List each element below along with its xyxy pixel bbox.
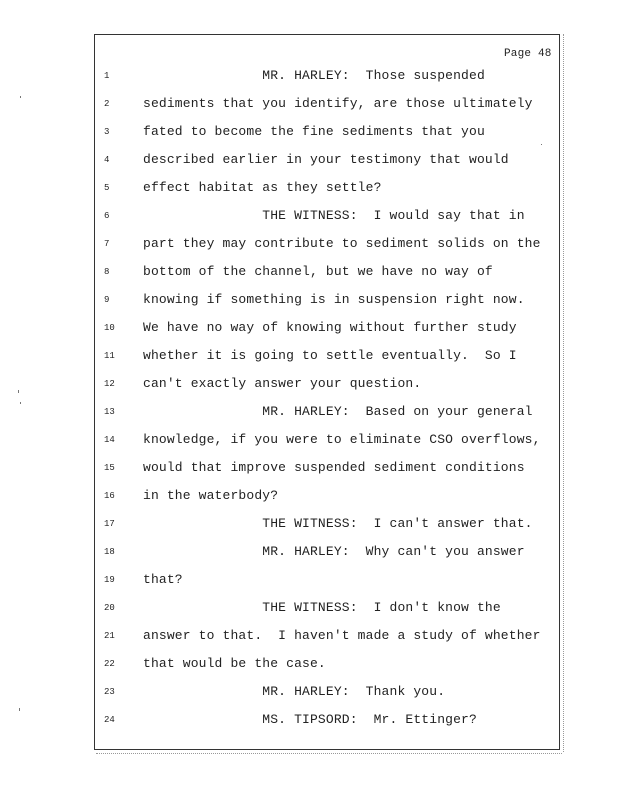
transcript-line	[0, 712, 560, 732]
line-text: knowing if something is in suspension right now.	[143, 292, 525, 307]
transcript-line	[0, 544, 560, 564]
line-number: 4	[104, 155, 110, 165]
line-number: 2	[104, 99, 110, 109]
transcript-line	[0, 656, 560, 676]
line-number: 14	[104, 435, 115, 445]
line-text: whether it is going to settle eventually. So I	[143, 348, 517, 363]
page-edge-right	[560, 34, 564, 752]
line-number: 11	[104, 351, 115, 361]
line-number: 17	[104, 519, 115, 529]
line-text: THE WITNESS: I would say that in	[143, 208, 525, 223]
line-text: MR. HARLEY: Thank you.	[143, 684, 446, 699]
line-number: 10	[104, 323, 115, 333]
transcript-line	[0, 96, 560, 116]
line-text: can't exactly answer your question.	[143, 376, 422, 391]
transcript-line	[0, 516, 560, 536]
line-number: 6	[104, 211, 110, 221]
line-text: in the waterbody?	[143, 488, 279, 503]
line-text: answer to that. I haven't made a study of whether	[143, 628, 541, 643]
line-text: described earlier in your testimony that would	[143, 152, 509, 167]
transcript-line	[0, 348, 560, 368]
line-text: part they may contribute to sediment solids on the	[143, 236, 541, 251]
line-number: 23	[104, 687, 115, 697]
transcript-line	[0, 376, 560, 396]
transcript-line	[0, 68, 560, 88]
transcript-line	[0, 628, 560, 648]
line-number: 18	[104, 547, 115, 557]
line-text: THE WITNESS: I don't know the	[143, 600, 501, 615]
scan-speck	[541, 144, 542, 145]
line-text: knowledge, if you were to eliminate CSO overflows,	[143, 432, 541, 447]
line-number: 19	[104, 575, 115, 585]
line-number: 15	[104, 463, 115, 473]
line-text: THE WITNESS: I can't answer that.	[143, 516, 533, 531]
transcript-line	[0, 124, 560, 144]
transcript-line	[0, 432, 560, 452]
transcript-line	[0, 488, 560, 508]
transcript-line	[0, 404, 560, 424]
scan-speck	[19, 708, 20, 711]
line-number: 1	[104, 71, 110, 81]
line-text: would that improve suspended sediment conditions	[143, 460, 525, 475]
line-text: MR. HARLEY: Why can't you answer	[143, 544, 525, 559]
line-text: MS. TIPSORD: Mr. Ettinger?	[143, 712, 477, 727]
line-number: 24	[104, 715, 115, 725]
scan-speck	[20, 96, 21, 98]
line-number: 3	[104, 127, 110, 137]
line-number: 7	[104, 239, 110, 249]
page-number: Page 48	[504, 48, 552, 60]
line-text: bottom of the channel, but we have no way of	[143, 264, 493, 279]
transcript-line	[0, 572, 560, 592]
transcript-line	[0, 208, 560, 228]
scan-speck	[18, 390, 19, 393]
transcript-line	[0, 460, 560, 480]
transcript-line	[0, 320, 560, 340]
line-number: 20	[104, 603, 115, 613]
transcript-line	[0, 684, 560, 704]
page-edge-bottom	[96, 751, 562, 754]
line-text: sediments that you identify, are those ultimately	[143, 96, 533, 111]
transcript-line	[0, 264, 560, 284]
line-number: 8	[104, 267, 110, 277]
line-text: MR. HARLEY: Based on your general	[143, 404, 533, 419]
line-number: 9	[104, 295, 110, 305]
line-text: effect habitat as they settle?	[143, 180, 382, 195]
line-text: that?	[143, 572, 183, 587]
line-number: 22	[104, 659, 115, 669]
line-number: 12	[104, 379, 115, 389]
line-text: We have no way of knowing without further study	[143, 320, 517, 335]
transcript-line	[0, 292, 560, 312]
line-number: 21	[104, 631, 115, 641]
transcript-line	[0, 180, 560, 200]
line-text: MR. HARLEY: Those suspended	[143, 68, 485, 83]
transcript-line	[0, 152, 560, 172]
transcript-line	[0, 236, 560, 256]
line-text: that would be the case.	[143, 656, 326, 671]
line-number: 13	[104, 407, 115, 417]
scan-speck	[20, 402, 21, 404]
line-text: fated to become the fine sediments that you	[143, 124, 485, 139]
line-number: 16	[104, 491, 115, 501]
transcript-line	[0, 600, 560, 620]
line-number: 5	[104, 183, 110, 193]
